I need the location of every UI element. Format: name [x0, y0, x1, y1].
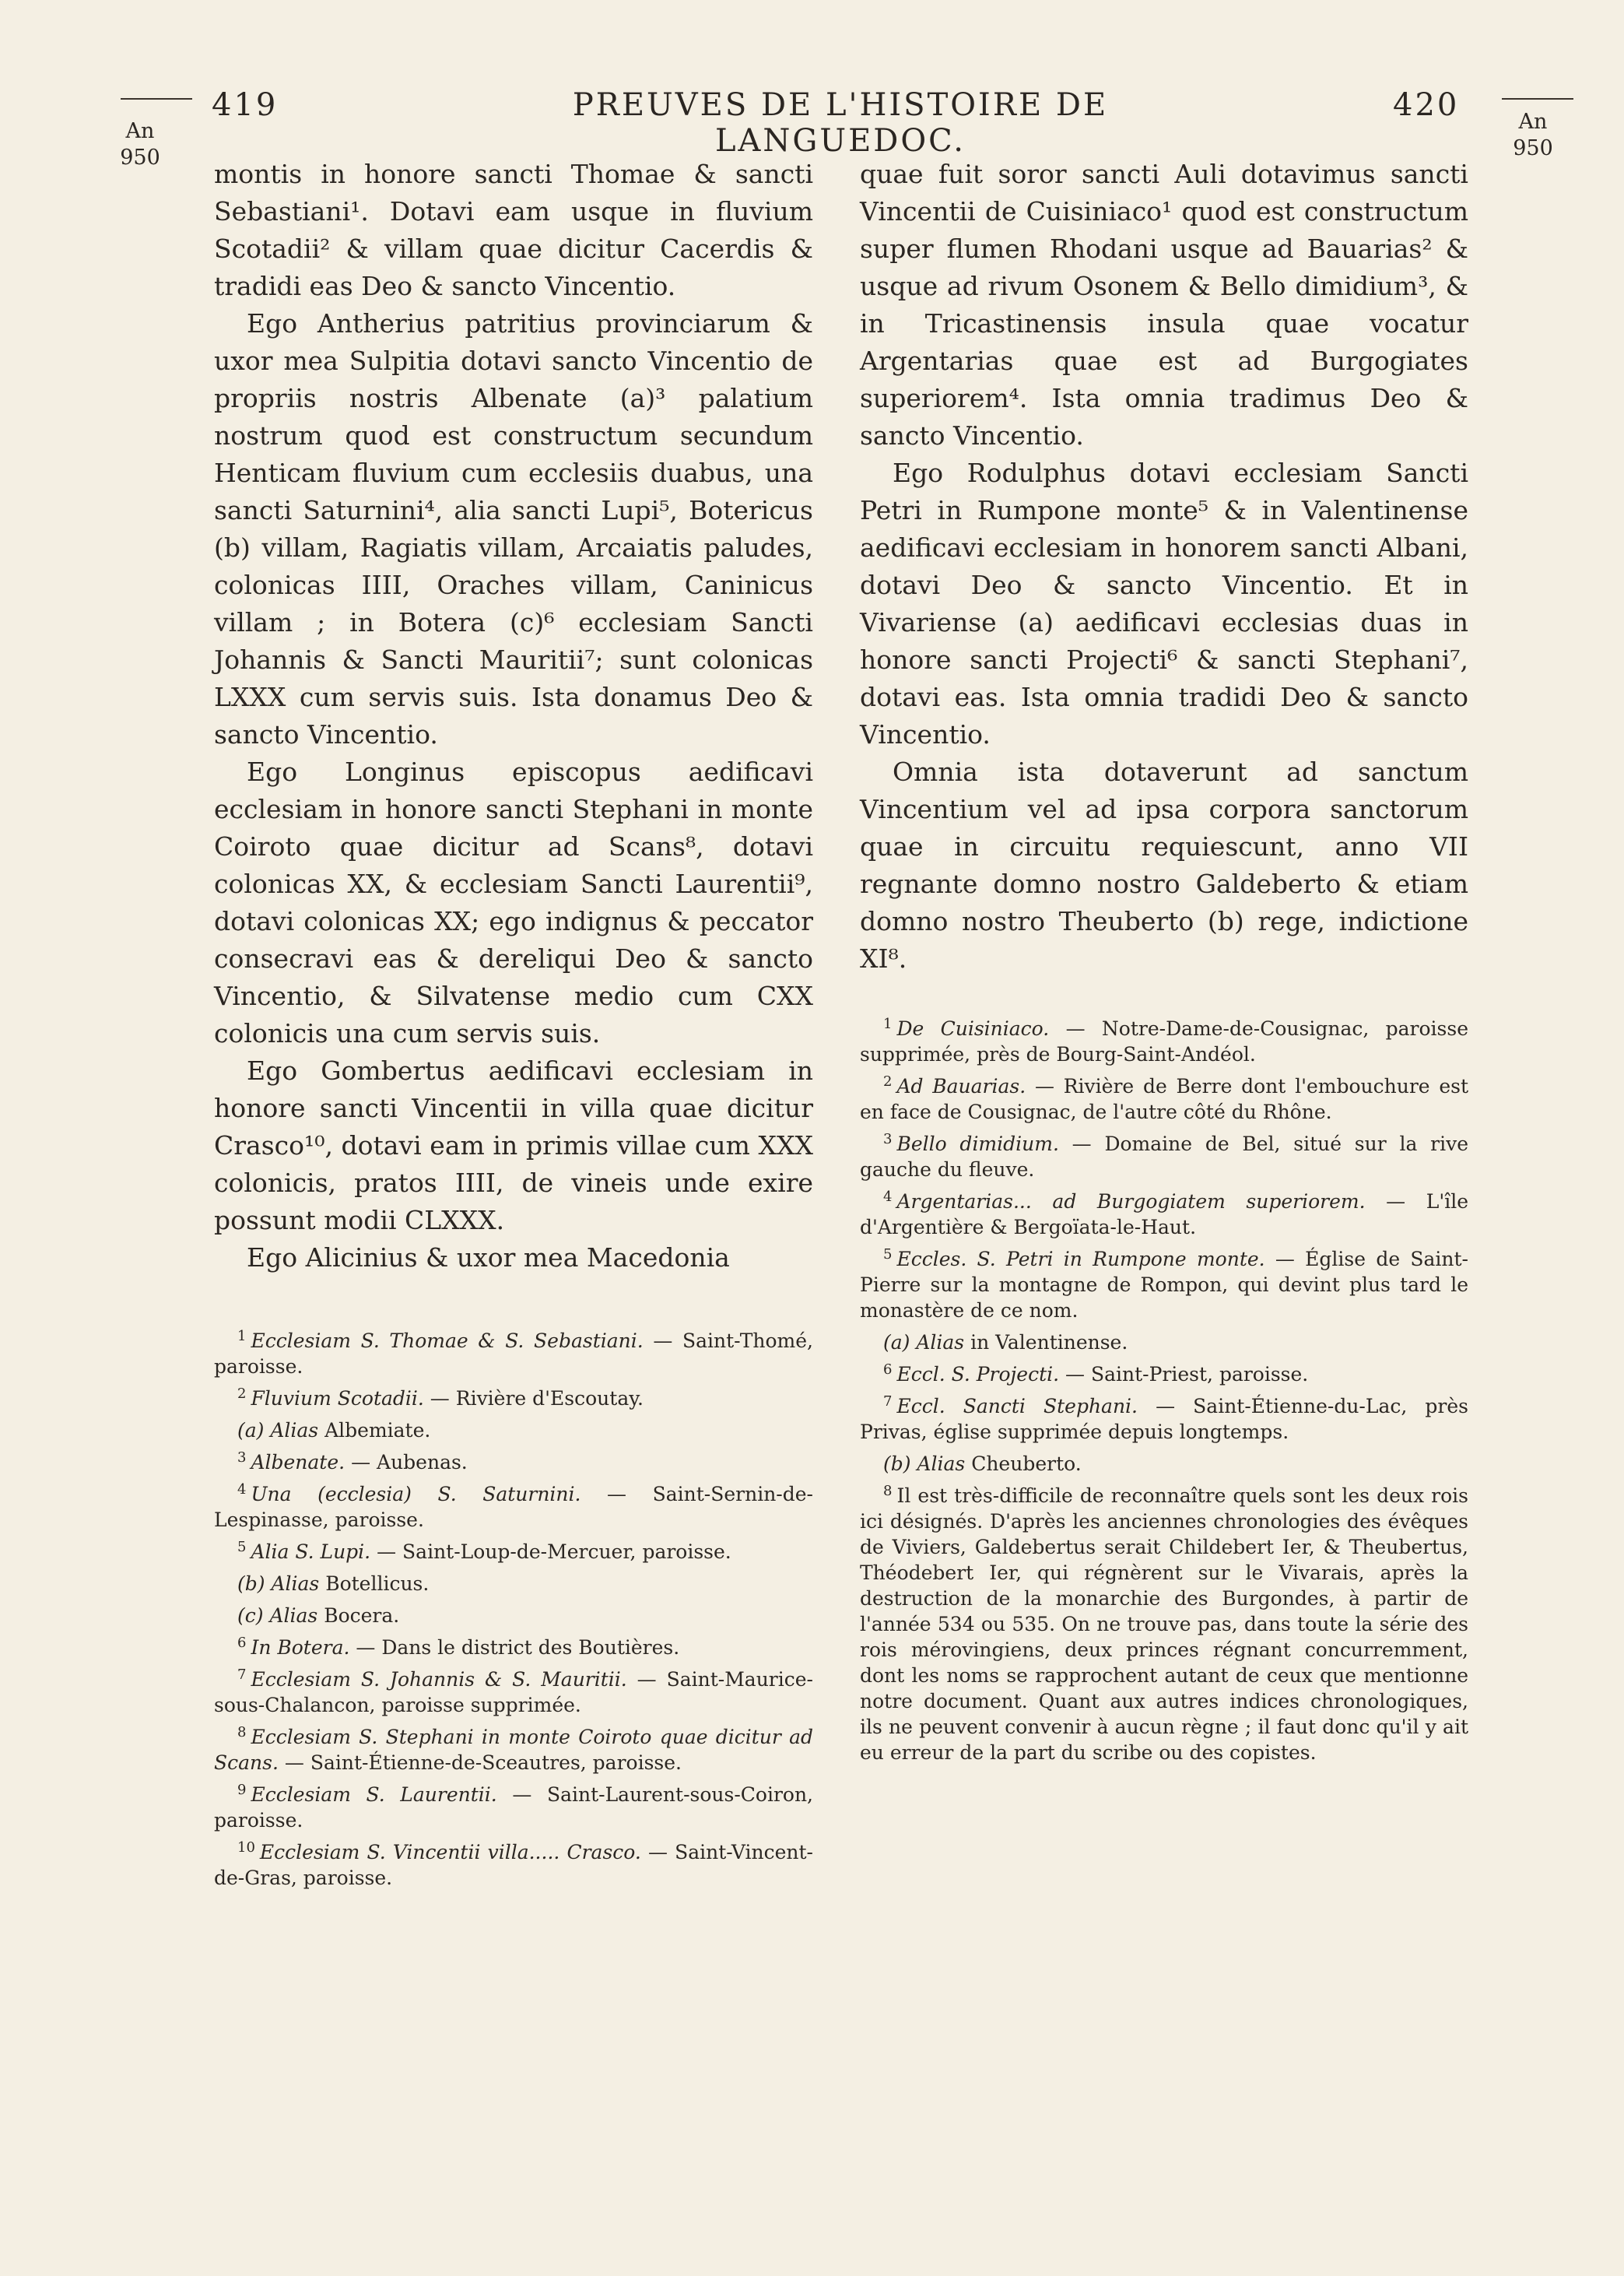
footnote-text: Il est très-difficile de reconnaître quels sont les deux rois ici désignés. D'après les anciennes chronologies des évêques de Viviers, Galdebertus serait Childebert Ier, & Theubertus, Théodebert Ier, qui régnèrent sur le Vivarais, après la destruction de la monarchie des Burgondes, à partir de l'année 534 ou 535. On ne trouve pas, dans toute la série des rois mérovingiens, deux princes régnant concurremment, dont les noms se rapprochent autant de ceux que mentionne notre document. Quant aux autres indices chronologiques, ils ne peuvent convenir à aucun règne ; il faut donc qu'il y ait eu erreur de la part du scribe ou des copistes. [860, 1484, 1468, 1764]
footnote-lemma: De Cuisiniaco. [896, 1017, 1050, 1040]
right-footnotes [860, 1016, 1468, 1772]
footnote [860, 1246, 1468, 1323]
right-margin-year-note [1502, 109, 1564, 162]
footnote-number: 8 [883, 1482, 893, 1499]
footnote-lemma: Argentarias... ad Burgogiatem superiorem. [896, 1190, 1366, 1213]
right-paragraph: quae fuit soror sancti Auli dotavimus sancti Vincentii de Cuisiniaco¹ quod est constructum super flumen Rhodani usque ad Bauarias² & usque ad rivum Osonem & Bello dimidium³, & in Tricastinensis insula quae vocatur Argentarias quae est ad Burgogiates superiorem⁴. Ista omnia tradimus Deo & sancto Vincentio. [860, 159, 1468, 451]
footnote-number: 7 [883, 1393, 893, 1410]
footnote [214, 1449, 813, 1475]
footnote-lemma: Ecclesiam S. Vincentii villa..... Crasco. [259, 1841, 641, 1863]
footnote-text: Botellicus. [325, 1572, 430, 1595]
footnote [860, 1329, 1468, 1355]
footnote-text: — Saint-Étienne-de-Sceautres, paroisse. [284, 1751, 682, 1774]
footnote-text: — L'île d'Argentière & Bergoïata-le-Haut. [860, 1190, 1468, 1238]
footnote [214, 1386, 813, 1411]
footnote-text: — Rivière d'Escoutay. [430, 1387, 644, 1410]
footnote [860, 1451, 1468, 1477]
footnote-lemma: Ecclesiam S. Thomae & S. Sebastiani. [251, 1329, 644, 1352]
footnote-text: — Saint-Loup-de-Mercuer, paroisse. [377, 1540, 731, 1563]
footnote [860, 1016, 1468, 1067]
footnote-text: — Aubenas. [351, 1451, 468, 1473]
header-rule-right [1502, 98, 1573, 100]
footnote-lemma: Bello dimidium. [896, 1133, 1059, 1155]
footnote [214, 1417, 813, 1443]
footnote-number: 6 [883, 1361, 893, 1378]
footnote-number: 3 [237, 1449, 247, 1466]
footnote-lemma: Albenate. [251, 1451, 345, 1473]
footnote-text: — Église de Saint-Pierre sur la montagne de Rompon, qui devint plus tard le monastère de ce nom. [860, 1248, 1469, 1322]
footnote [860, 1073, 1468, 1125]
left-paragraph: montis in honore sancti Thomae & sancti Sebastiani¹. Dotavi eam usque in fluvium Scotadii² & villam quae dicitur Cacerdis & tradidi eas Deo & sancto Vincentio. [214, 159, 813, 301]
right-column [860, 156, 1468, 978]
footnote-number: 4 [883, 1188, 893, 1205]
footnote-text: in Valentinense. [970, 1331, 1128, 1354]
footnote [214, 1839, 813, 1891]
left-footnotes [214, 1328, 813, 1897]
footnote [214, 1539, 813, 1565]
footnote-lemma: In Botera. [251, 1636, 350, 1659]
footnote-number: 7 [237, 1666, 247, 1683]
left-body-text [214, 156, 813, 1277]
left-paragraph: Ego Gombertus aedificavi ecclesiam in honore sancti Vincentii in villa quae dicitur Crasco¹⁰, dotavi eam in primis villae cum XXX colonicis, pratos IIII, de vineis unde exire possunt modii CLXXX. [214, 1055, 813, 1235]
left-column [214, 156, 813, 1277]
footnote-lemma: (b) Alias [237, 1572, 320, 1595]
right-margin-year: 950 [1513, 136, 1553, 160]
footnote-number: 10 [237, 1839, 255, 1856]
footnote [214, 1481, 813, 1533]
right-page-number: 420 [1393, 87, 1460, 123]
footnote-lemma: Ecclesiam S. Laurentii. [251, 1783, 497, 1806]
footnote-number: 1 [237, 1327, 247, 1344]
footnote-lemma: Ecclesiam S. Johannis & S. Mauritii. [251, 1668, 627, 1691]
left-page-number: 419 [212, 87, 279, 123]
footnote-number: 5 [883, 1245, 893, 1263]
footnote [214, 1571, 813, 1596]
left-paragraph: Ego Longinus episcopus aedificavi ecclesiam in honore sancti Stephani in monte Coiroto quae dicitur ad Scans⁸, dotavi colonicas XX, & ecclesiam Sancti Laurentii⁹, dotavi colonicas XX; ego indignus & peccator consecravi eas & dereliqui Deo & sancto Vincentio, & Silvatense medio cum CXX colonicis una cum servis suis. [214, 757, 813, 1048]
footnote-lemma: Eccl. S. Projecti. [896, 1363, 1060, 1386]
footnote-number: 2 [237, 1385, 247, 1402]
footnote-number: 3 [883, 1130, 893, 1147]
footnote-lemma: Eccl. Sancti Stephani. [896, 1395, 1138, 1417]
footnote-lemma: Eccles. S. Petri in Rumpone monte. [896, 1248, 1265, 1270]
footnote [214, 1328, 813, 1379]
footnote-text: Albemiate. [324, 1419, 431, 1442]
footnote [860, 1393, 1468, 1445]
footnote-lemma: Fluvium Scotadii. [251, 1387, 424, 1410]
left-notes-list [214, 1328, 813, 1891]
left-margin-year: 950 [120, 146, 160, 170]
footnote [214, 1603, 813, 1628]
footnote [214, 1667, 813, 1718]
footnote-lemma: Una (ecclesia) S. Saturnini. [251, 1483, 581, 1505]
footnote-lemma: (c) Alias [237, 1604, 318, 1627]
left-paragraph: Ego Antherius patritius provinciarum & uxor mea Sulpitia dotavi sancto Vincentio de propriis nostris Albenate (a)³ palatium nostrum quod est constructum secundum Henticam fluvium cum ecclesiis duabus, una sancti Saturnini⁴, alia sancti Lupi⁵, Botericus (b) villam, Ragiatis villam, Arcaiatis paludes, colonicas IIII, Oraches villam, Caninicus villam ; in Botera (c)⁶ ecclesiam Sancti Johannis & Sancti Mauritii⁷; sunt colonicas LXXX cum servis suis. Ista donamus Deo & sancto Vincentio. [214, 308, 813, 750]
footnote-lemma: (b) Alias [883, 1452, 966, 1475]
footnote-text: Cheuberto. [971, 1452, 1082, 1475]
left-margin-label: An [125, 119, 155, 143]
right-notes-list [860, 1016, 1468, 1765]
footnote-lemma: (a) Alias [237, 1419, 319, 1442]
right-body-text [860, 156, 1468, 978]
footnote [214, 1635, 813, 1660]
footnote-number: 8 [237, 1723, 247, 1740]
footnote-number: 6 [237, 1634, 247, 1651]
footnote-number: 5 [237, 1538, 247, 1555]
footnote [860, 1361, 1468, 1387]
footnote-text: — Domaine de Bel, situé sur la rive gauche du fleuve. [860, 1133, 1469, 1181]
footnote-number: 9 [237, 1781, 247, 1798]
footnote-text: — Saint-Vincent-de-Gras, paroisse. [214, 1841, 813, 1889]
footnote-text: — Rivière de Berre dont l'embouchure est en face de Cousignac, de l'autre côté du Rhône. [860, 1075, 1468, 1123]
footnote-text: — Saint-Maurice-sous-Chalancon, paroisse supprimée. [214, 1668, 813, 1716]
left-margin-year-note [109, 118, 171, 171]
footnote-text: Bocera. [324, 1604, 400, 1627]
footnote-text: — Saint-Thomé, paroisse. [214, 1329, 813, 1378]
footnote-lemma: Alia S. Lupi. [251, 1540, 371, 1563]
right-margin-label: An [1518, 110, 1548, 134]
footnote-text: — Saint-Priest, paroisse. [1065, 1363, 1309, 1386]
footnote-text: — Dans le district des Boutières. [356, 1636, 680, 1659]
header-rule-left [121, 98, 192, 100]
footnote [860, 1189, 1468, 1240]
footnote [214, 1782, 813, 1833]
footnote-text: — Notre-Dame-de-Cousignac, paroisse supprimée, près de Bourg-Saint-Andéol. [860, 1017, 1468, 1066]
left-paragraph: Ego Alicinius & uxor mea Macedonia [247, 1242, 730, 1273]
running-title: PREUVES DE L'HISTOIRE DE LANGUEDOC. [572, 87, 1109, 159]
footnote-number: 4 [237, 1480, 247, 1498]
footnote-lemma: Ad Bauarias. [896, 1075, 1026, 1098]
footnote [860, 1483, 1468, 1765]
footnote-lemma: (a) Alias [883, 1331, 965, 1354]
footnote-text: — Saint-Laurent-sous-Coiron, paroisse. [214, 1783, 814, 1832]
right-paragraph: Ego Rodulphus dotavi ecclesiam Sancti Petri in Rumpone monte⁵ & in Valentinense aedificavi ecclesiam in honorem sancti Albani, dotavi Deo & sancto Vincentio. Et in Vivariense (a) aedificavi ecclesias duas in honore sancti Projecti⁶ & sancti Stephani⁷, dotavi eas. Ista omnia tradidi Deo & sancto Vincentio. [860, 458, 1468, 750]
footnote [860, 1131, 1468, 1182]
footnote-number: 1 [883, 1015, 893, 1032]
footnote-text: — Saint-Sernin-de-Lespinasse, paroisse. [214, 1483, 813, 1531]
footnote-lemma: Ecclesiam S. Stephani in monte Coiroto quae dicitur ad Scans. [214, 1726, 813, 1774]
right-paragraph: Omnia ista dotaverunt ad sanctum Vincentium vel ad ipsa corpora sanctorum quae in circuitu requiescunt, anno VII regnante domno nostro Galdeberto & etiam domno nostro Theuberto (b) rege, indictione XI⁸. [860, 757, 1468, 974]
footnote [214, 1724, 813, 1775]
footnote-number: 2 [883, 1073, 893, 1090]
footnote-text: — Saint-Étienne-du-Lac, près Privas, église supprimée depuis longtemps. [860, 1395, 1468, 1443]
